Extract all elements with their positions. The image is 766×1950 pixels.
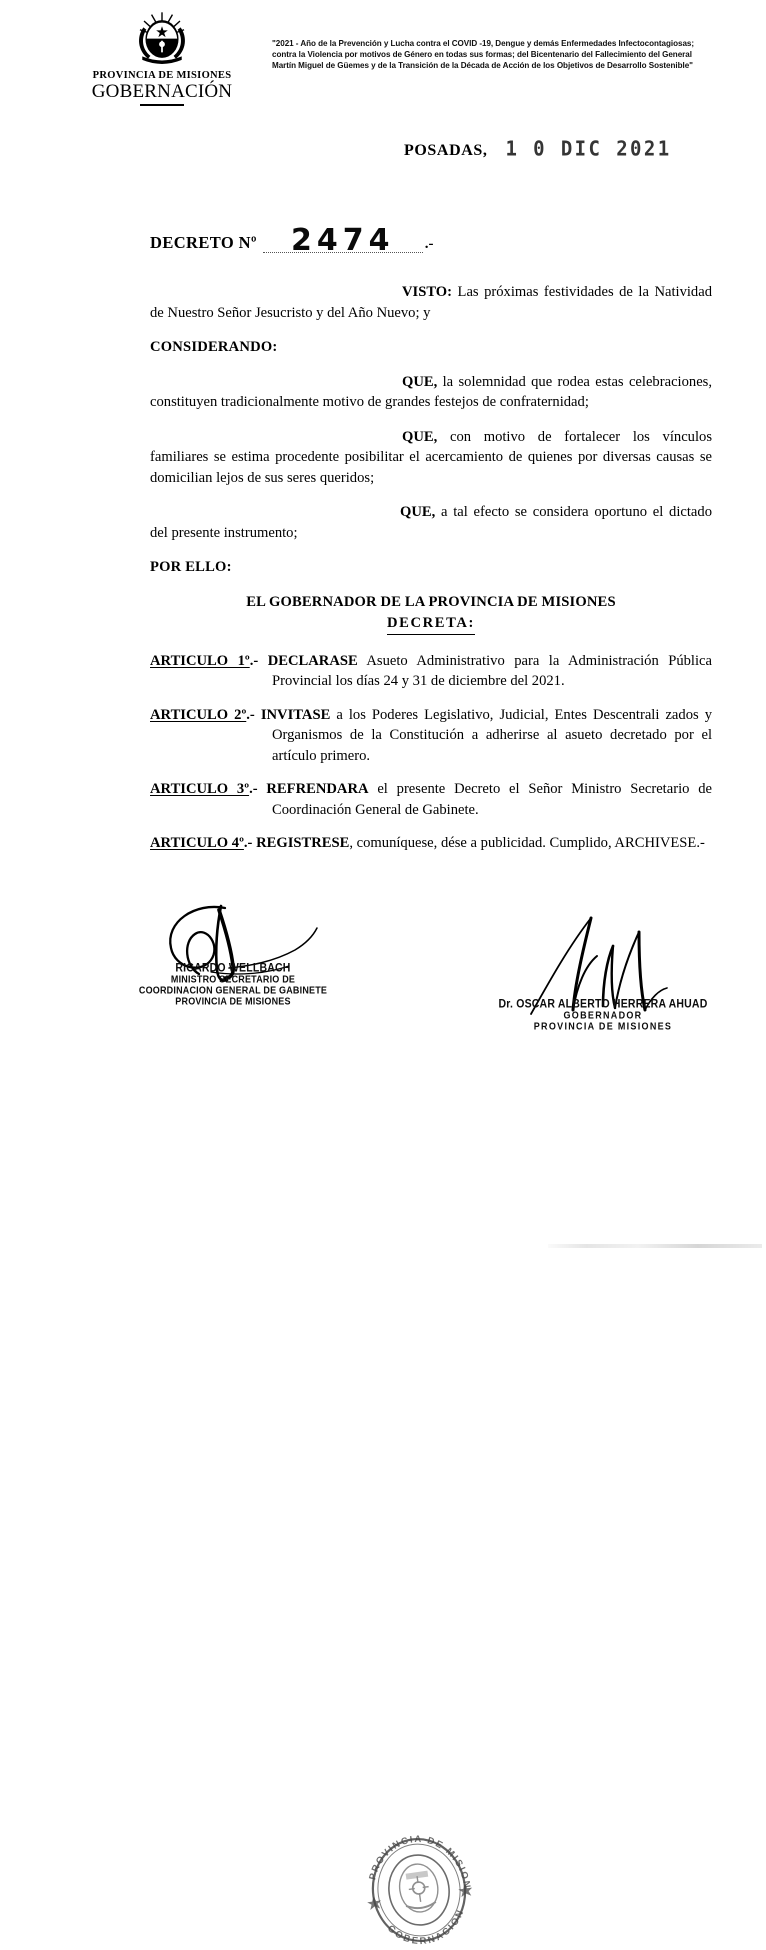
article-1-label: ARTICULO 1º [150,652,250,669]
article-3 [150,779,712,820]
scan-artifact [548,1244,762,1248]
signature-zone [0,900,766,1948]
governor-role-line-1: GOBERNADOR [563,1009,643,1021]
enacting-line-1: EL GOBERNADOR DE LA PROVINCIA DE MISIONES [246,593,616,610]
article-4 [150,833,712,854]
visto-text: Las próximas festividades de la Natividad de Nuestro Señor Jesucristo y del Año Nuevo; y [150,284,712,321]
document-body [150,282,712,867]
article-2 [150,705,712,767]
article-2-label: ARTICULO 2º [150,706,247,723]
minister-role-line-1: MINISTRO SECRETARIO DE [170,973,296,985]
article-2-dash: .- [246,706,261,723]
year-slogan-line-2: contra la Violencia por motivos de Género en todas sus formas; del Bicentenario del Fallecimiento del General [272,50,692,60]
letterhead-organism: GOBERNACIÓN [91,81,233,102]
considerando-text-1: la solemnidad que rodea estas celebraciones, constituyen tradicionalmente motivo de grandes festejos de confraternidad; [150,373,712,410]
minister-name: RICARDO WELLBACH [175,961,291,975]
article-1 [150,651,712,692]
article-3-text: el presente Decreto el Señor Ministro Secretario de Coordinación General de Gabinete. [272,781,712,818]
considerando-paragraph-1 [150,372,712,413]
misiones-coat-of-arms-icon [133,10,191,68]
signature-block-minister [118,900,348,1007]
letterhead-rule [140,104,184,106]
article-2-verb: INVITASE [260,706,331,723]
article-4-dash: .- [243,835,257,851]
enacting-line-2: DECRETA: [387,613,475,635]
dateline-place: POSADAS, [404,142,488,159]
svg-text:GOBERNACION: GOBERNACION [385,1906,467,1948]
letterhead [72,10,252,106]
enacting-clause [150,592,712,635]
article-3-dash: .- [249,781,267,797]
decree-number-row [150,222,434,258]
article-4-label: ARTICULO 4º [150,835,244,851]
minister-role-line-3: PROVINCIA DE MISIONES [175,995,291,1007]
signature-caption-governor [488,998,718,1032]
decree-number-dash: .- [424,236,434,252]
governor-name: Dr. OSCAR ALBERTO HERRERA AHUAD [498,997,708,1011]
governor-role-line-2: PROVINCIA DE MISIONES [533,1020,673,1032]
signature-block-governor [488,910,718,1032]
article-4-verb: REGISTRESE [256,835,350,851]
article-1-dash: .- [249,652,268,669]
signature-caption-minister [118,962,348,1007]
considerando-heading: CONSIDERANDO: [150,339,278,355]
considerando-text-3: a tal efecto se considera oportuno el dictado del presente instrumento; [150,504,712,541]
document-header [0,10,766,110]
considerando-keyword-1: QUE, [402,373,438,390]
considerando-paragraph-3 [150,502,712,543]
article-1-verb: DECLARASE [267,652,358,669]
year-slogan-line-3: Martín Miguel de Güemes y de la Transición de la Década de Acción de los Objetivos de Desarrollo Sostenible" [272,61,693,71]
article-3-label: ARTICULO 3º [150,781,250,797]
article-1-text: Asueto Administrativo para la Administración Pública Provincial los días 24 y 31 de diciembre del 2021. [272,652,712,689]
visto-paragraph [150,282,712,323]
considerando-keyword-2: QUE, [402,428,438,445]
considerando-paragraph-2 [150,427,712,489]
svg-text:PROVINCIA DE MISIONES: PROVINCIA DE MISIONES [367,1834,473,1891]
considerando-keyword-3: QUE, [400,504,436,520]
article-3-verb: REFRENDARA [266,781,369,797]
letterhead-province: PROVINCIA DE MISIONES [92,70,232,81]
visto-keyword: VISTO: [402,284,453,300]
dateline [404,138,672,160]
article-4-text: , comuníquese, dése a publicidad. Cumplido, ARCHIVESE.- [349,835,705,851]
article-2-text: a los Poderes Legislativo, Judicial, Entes Descentrali zados y Organismos de la Constitución a adherirse al asueto decretado por el artículo primero. [272,706,712,764]
decree-number-label: DECRETO Nº [150,233,257,252]
official-round-seal-icon [356,1830,482,1950]
minister-role-line-2: COORDINACION GENERAL DE GABINETE [138,984,328,996]
year-slogan [272,38,742,72]
considerando-text-2: con motivo de fortalecer los vínculos familiares se estima procedente posibilitar el acercamiento de quienes por diversas causas se domicilian lejos de sus seres queridos; [150,428,712,486]
decree-number-field [263,222,423,258]
year-slogan-line-1: "2021 - Año de la Prevención y Lucha contra el COVID -19, Dengue y demás Enfermedades Infectocontagiosas; [272,39,694,48]
decree-number-value: 2474 [291,223,395,258]
date-stamp: 1 0 DIC 2021 [505,137,672,161]
por-ello-heading: POR ELLO: [150,559,232,575]
